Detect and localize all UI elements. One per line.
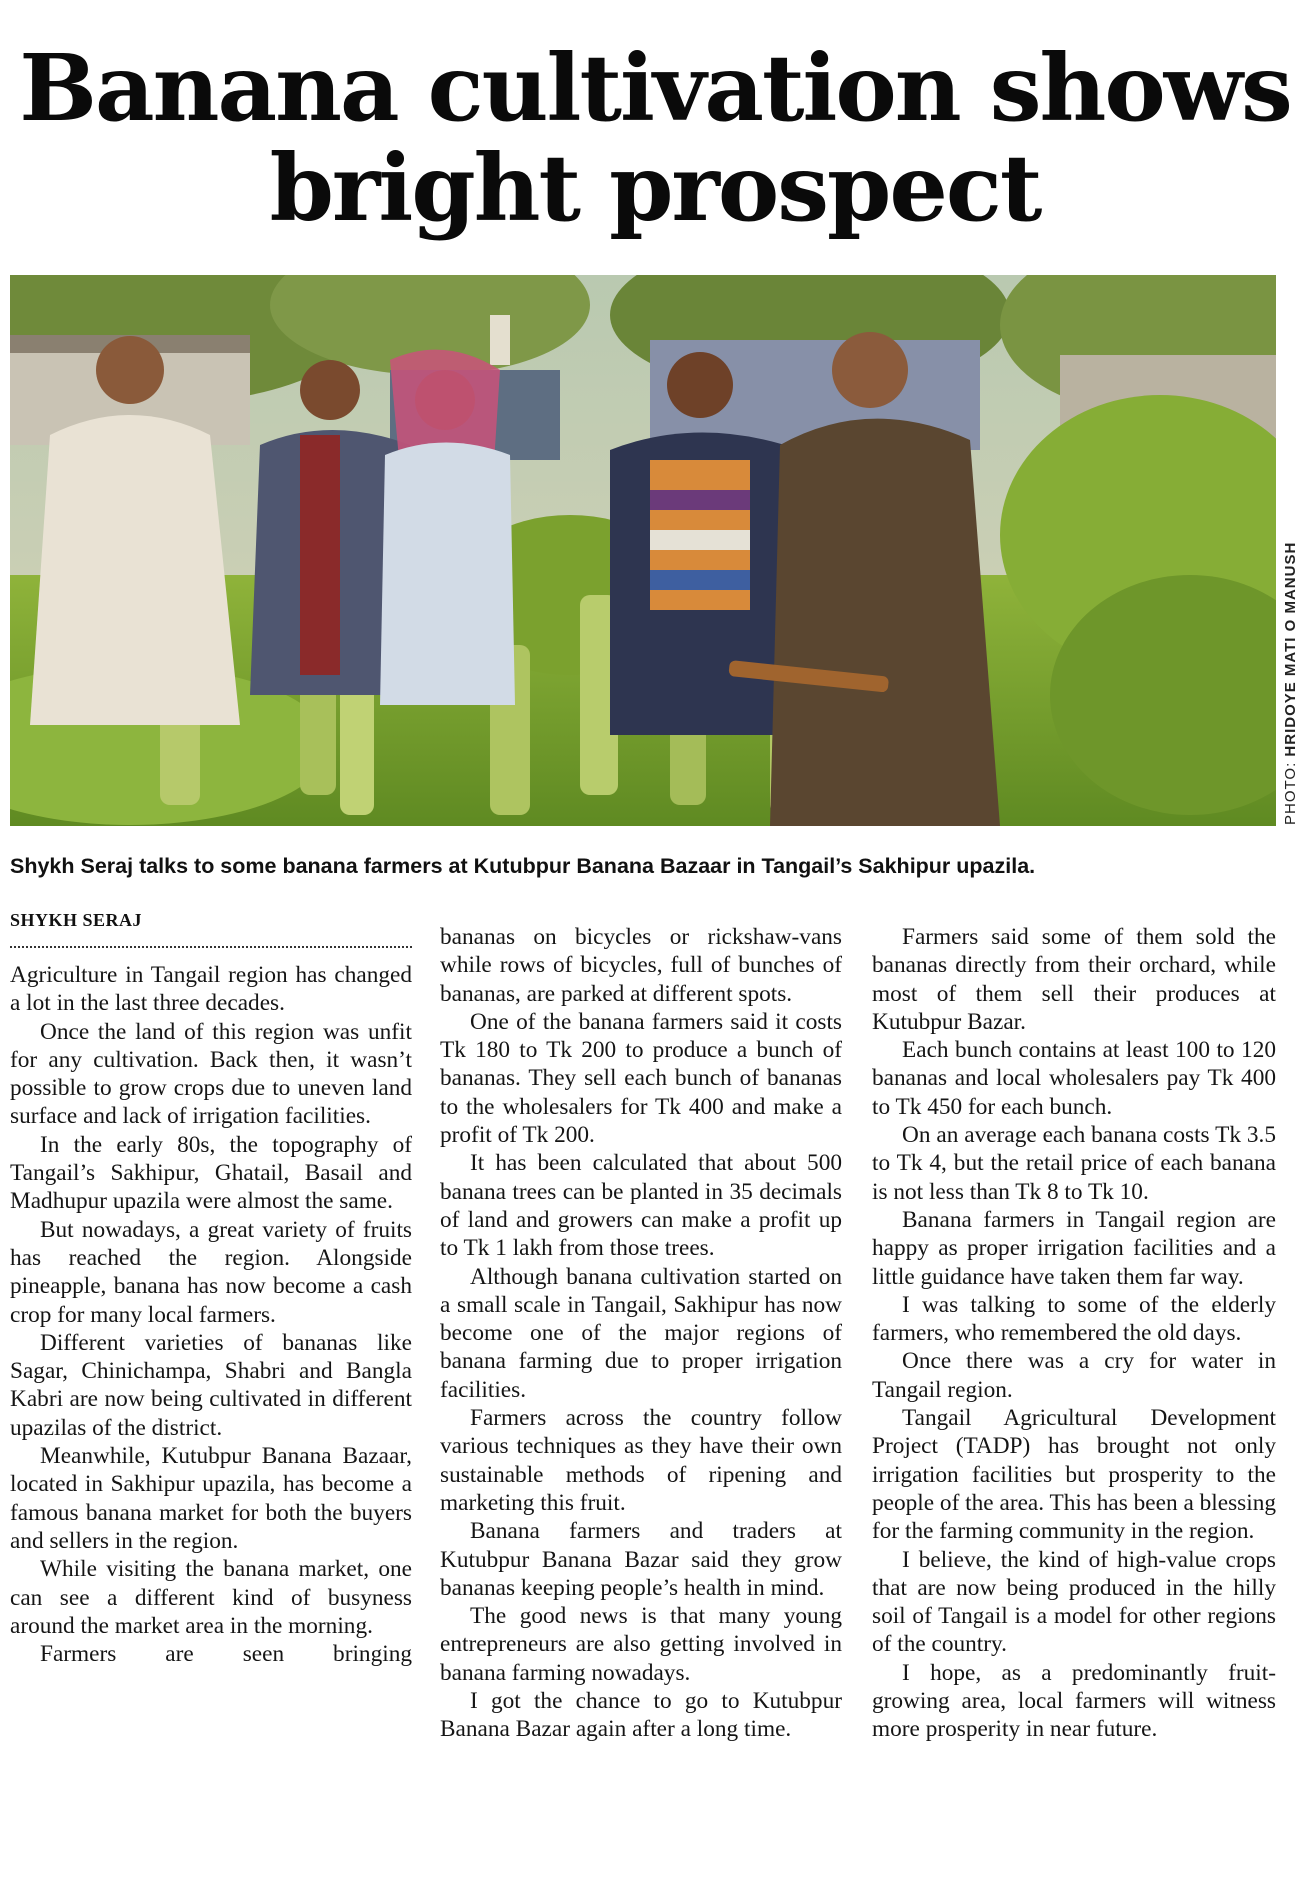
article-column-3 <box>872 923 1276 1744</box>
paragraph: On an average each banana costs Tk 3.5 to Tk 4, but the retail price of each banana is not less than Tk 8 to Tk 10. <box>872 1122 1276 1205</box>
banana-market-illustration <box>10 275 1276 826</box>
paragraph: I hope, as a predominantly fruit-growing area, local farmers will witness more prosperity in near future. <box>872 1659 1276 1743</box>
paragraph: Once the land of this region was unfit for any cultivation. Back then, it wasn’t possible to grow crops due to uneven land surface and lack of irrigation facilities. <box>10 1018 412 1130</box>
article-column-1 <box>10 961 412 1668</box>
byline: SHYKH SERAJ <box>10 910 143 930</box>
paragraph: Although banana cultivation started on a small scale in Tangail, Sakhipur has now become one of the major regions of banana farming due to proper irrigation facilities. <box>440 1263 842 1403</box>
paragraph: Agriculture in Tangail region has changed a lot in the last three decades. <box>10 962 412 1017</box>
paragraph: Once there was a cry for water in Tangail region. <box>872 1348 1276 1403</box>
paragraph: I believe, the kind of high-value crops that are now being produced in the hilly soil of Tangail is a model for other regions of the country. <box>872 1546 1276 1658</box>
byline-divider <box>10 946 412 948</box>
paragraph: Each bunch contains at least 100 to 120 bananas and local wholesalers pay Tk 400 to Tk 450 for each bunch. <box>872 1037 1276 1120</box>
paragraph: In the early 80s, the topography of Tangail’s Sakhipur, Ghatail, Basail and Madhupur upazila were almost the same. <box>10 1131 412 1215</box>
photo-credit-name: HRIDOYE MATI O MANUSH <box>1282 541 1299 757</box>
paragraph: I was talking to some of the elderly farmers, who remembered the old days. <box>872 1291 1276 1347</box>
headline-line-1: Banana cultivation shows <box>19 34 1291 142</box>
paragraph: I got the chance to go to Kutubpur Banana Bazar again after a long time. <box>440 1688 842 1743</box>
paragraph: One of the banana farmers said it costs Tk 180 to Tk 200 to produce a bunch of bananas. They sell each bunch of bananas to the wholesalers for Tk 400 and make a profit of Tk 200. <box>440 1008 842 1149</box>
paragraph: Farmers said some of them sold the bananas directly from their orchard, while most of them sell their produces at Kutubpur Bazar. <box>872 924 1276 1035</box>
paragraph: bananas on bicycles or rickshaw-vans while rows of bicycles, full of bunches of bananas, are parked at different spots. <box>440 924 842 1007</box>
photo-credit <box>1282 541 1304 825</box>
photo-caption: Shykh Seraj talks to some banana farmers at Kutubpur Banana Bazaar in Tangail’s Sakhipur upazila. <box>10 854 1036 878</box>
paragraph: Meanwhile, Kutubpur Banana Bazaar, located in Sakhipur upazila, has become a famous banana market for both the buyers and sellers in the region. <box>10 1443 412 1554</box>
photo-credit-label: PHOTO: <box>1282 761 1299 825</box>
paragraph: The good news is that many young entrepreneurs are also getting involved in banana farming nowadays. <box>440 1603 842 1686</box>
article-column-2 <box>440 923 842 1744</box>
paragraph: Banana farmers in Tangail region are happy as proper irrigation facilities and a little guidance have taken them far way. <box>872 1206 1276 1290</box>
paragraph: It has been calculated that about 500 banana trees can be planted in 35 decimals of land and growers can make a profit up to Tk 1 lakh from those trees. <box>440 1150 842 1262</box>
paragraph: Farmers are seen bringing <box>40 1641 412 1668</box>
farmer-3 <box>380 350 515 705</box>
headline <box>0 34 1310 242</box>
paragraph: Banana farmers and traders at Kutubpur Banana Bazar said they grow bananas keeping people’s health in mind. <box>440 1518 842 1601</box>
paragraph: Farmers across the country follow various techniques as they have their own sustainable methods of ripening and marketing this fruit. <box>440 1405 842 1516</box>
paragraph: While visiting the banana market, one can see a different kind of busyness around the market area in the morning. <box>10 1556 412 1639</box>
paragraph: But nowadays, a great variety of fruits has reached the region. Alongside pineapple, banana has now become a cash crop for many local farmers. <box>10 1216 412 1328</box>
paragraph: Tangail Agricultural Development Project (TADP) has brought not only irrigation facilities but prosperity to the people of the area. This has been a blessing for the farming community in the region. <box>872 1405 1276 1545</box>
paragraph: Different varieties of bananas like Sagar, Chinichampa, Shabri and Bangla Kabri are now being cultivated in different upazilas of the district. <box>10 1329 412 1441</box>
article-photo <box>10 275 1276 826</box>
headline-line-2: bright prospect <box>269 134 1041 242</box>
